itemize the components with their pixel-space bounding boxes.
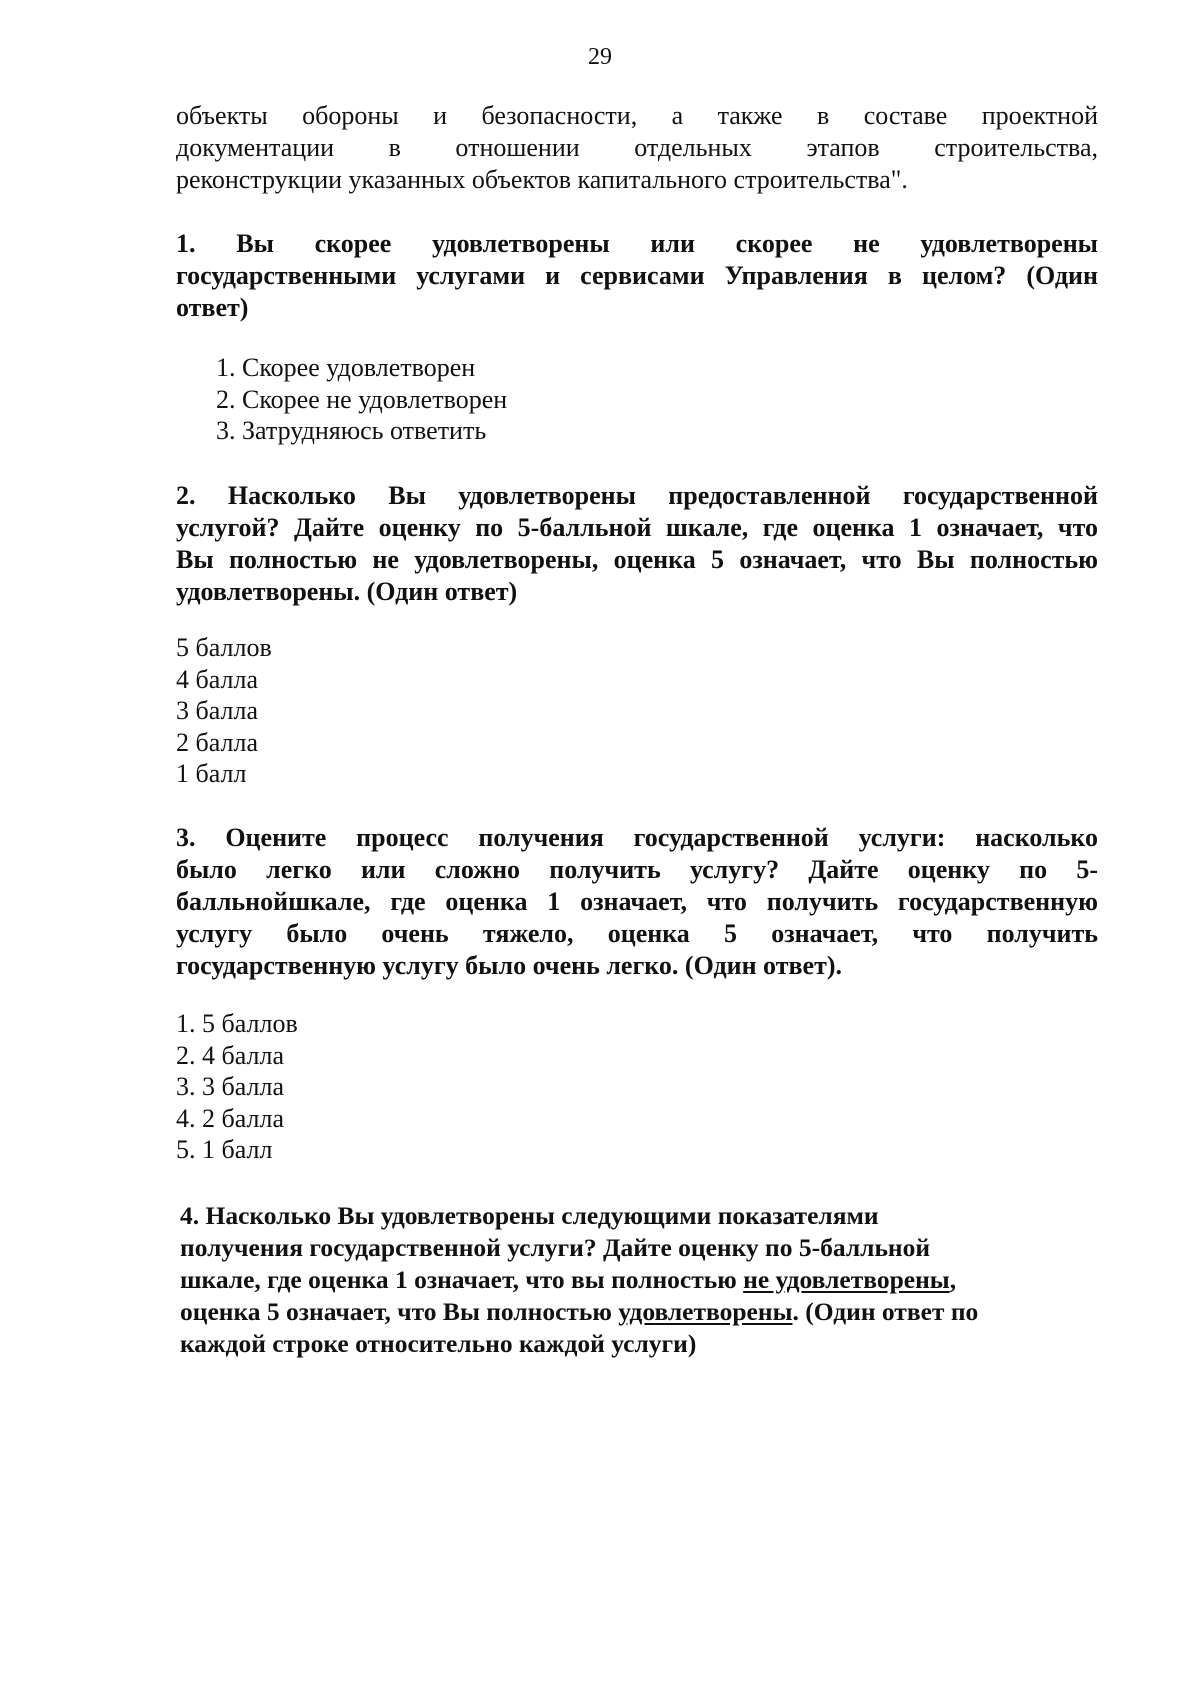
list-item: 2. 4 балла xyxy=(176,1040,284,1070)
question-1-line: государственными услугами и сервисами Управления в целом? (Один xyxy=(176,261,1098,290)
question-1-line: 1. Вы скорее удовлетворены или скорее не удовлетворены xyxy=(176,229,1098,258)
list-item: 5. 1 балл xyxy=(176,1135,273,1164)
list-item: 3 балла xyxy=(176,696,258,725)
question-4-line: 4. Насколько Вы удовлетворены следующими показателями xyxy=(180,1201,879,1230)
question-3-line: было легко или сложно получить услугу? Дайте оценку по 5- xyxy=(176,855,1098,884)
question-1 xyxy=(176,228,1098,324)
list-item: 1. 5 баллов xyxy=(176,1009,298,1038)
question-2-line: 2. Насколько Вы удовлетворены предоставленной государственной xyxy=(176,481,1098,510)
question-4-text: . (Один ответ по xyxy=(792,1297,979,1326)
list-item: 4 балла xyxy=(176,664,258,694)
question-4-line xyxy=(180,1296,1102,1328)
list-item: 1. Скорее удовлетворен xyxy=(216,353,476,382)
list-item: 5 баллов xyxy=(176,633,272,662)
question-2 xyxy=(176,480,1098,608)
question-2-line: услугой? Дайте оценку по 5-балльной шкале, где оценка 1 означает, что xyxy=(176,513,1098,542)
list-item: 2. Скорее не удовлетворен xyxy=(216,384,508,414)
question-4-text: , xyxy=(949,1265,957,1294)
question-4-line xyxy=(180,1264,1102,1296)
list-item: 3. 3 балла xyxy=(176,1072,284,1101)
question-3-line: услугу было очень тяжело, оценка 5 означает, что получить xyxy=(176,919,1098,948)
intro-line: документации в отношении отдельных этапов строительства, xyxy=(176,133,1098,162)
question-2-line: Вы полностью не удовлетворены, оценка 5 означает, что Вы полностью xyxy=(176,545,1098,574)
list-item: 1 балл xyxy=(176,759,247,788)
underlined-text: удовлетворены xyxy=(618,1297,793,1326)
question-3 xyxy=(176,822,1098,982)
question-3-line: 3. Оцените процесс получения государственной услуги: насколько xyxy=(176,823,1098,852)
question-3-line: государственную услугу было очень легко. (Один ответ). xyxy=(176,951,842,980)
underlined-text: не удовлетворены xyxy=(743,1265,950,1294)
question-4-line: каждой строке относительно каждой услуги) xyxy=(180,1329,697,1358)
question-1-line: ответ) xyxy=(176,293,249,322)
question-4-text: оценка 5 означает, что Вы полностью xyxy=(180,1297,619,1326)
question-1-options xyxy=(216,352,507,447)
question-4-line: получения государственной услуги? Дайте оценку по 5-балльной xyxy=(180,1233,931,1262)
page-number: 29 xyxy=(588,44,612,70)
list-item: 4. 2 балла xyxy=(176,1103,284,1133)
intro-paragraph xyxy=(176,100,1098,196)
question-4-text: шкале, где оценка 1 означает, что вы полностью xyxy=(180,1265,744,1294)
question-2-options xyxy=(176,632,272,790)
intro-line: объекты обороны и безопасности, а также в составе проектной xyxy=(176,101,1098,130)
question-2-line: удовлетворены. (Один ответ) xyxy=(176,577,518,606)
intro-line: реконструкции указанных объектов капитального строительства". xyxy=(176,165,908,194)
question-3-line: балльнойшкале, где оценка 1 означает, что получить государственную xyxy=(176,887,1098,916)
question-4 xyxy=(180,1200,1102,1360)
question-3-options xyxy=(176,1008,298,1166)
list-item: 2 балла xyxy=(176,727,258,757)
list-item: 3. Затрудняюсь ответить xyxy=(216,416,487,445)
